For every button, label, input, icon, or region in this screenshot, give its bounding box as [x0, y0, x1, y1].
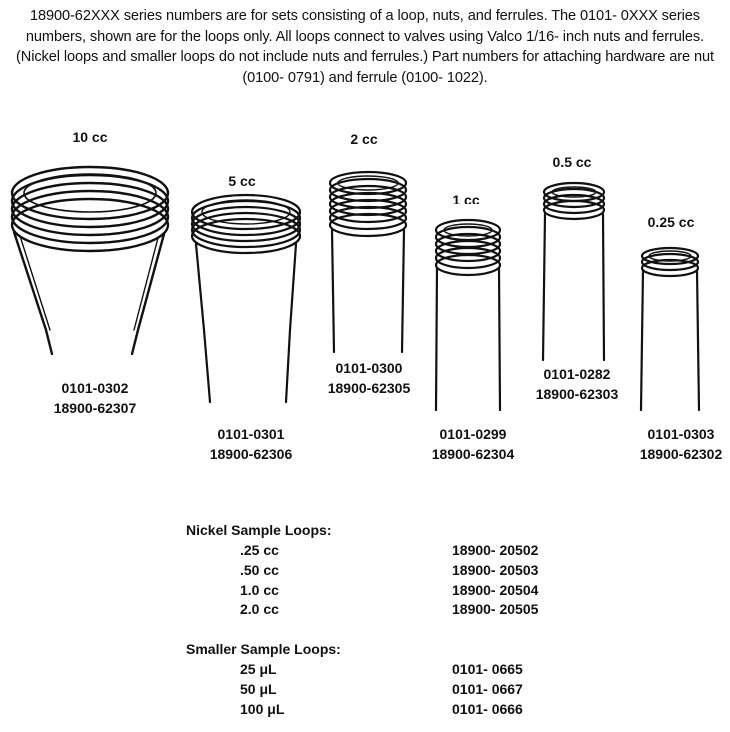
- table-row-part: 18900- 20504: [452, 582, 539, 598]
- loop-0.5cc-icon: [543, 183, 604, 360]
- loop-set-part-number: 18900-62303: [535, 386, 619, 402]
- loop-part-number: 0101-0299: [439, 426, 507, 442]
- table-row-part: 0101- 0665: [452, 661, 523, 677]
- table-row-part: 18900- 20502: [452, 542, 539, 558]
- loop-2cc-icon: [330, 172, 406, 352]
- loop-volume-label: 10 cc: [72, 129, 108, 145]
- loop-part-number: 0101-0301: [217, 426, 285, 442]
- intro-paragraph: 18900-62XXX series numbers are for sets consisting of a loop, nuts, and ferrules. The 0101- 0XXX series numbers, shown are for the loops only. All loops connect to valves using Valco 1/16- inch nuts and ferrules. (Nickel loops and smaller loops do not include nuts and ferrules.) Part numbers for attaching hardware are nut (0100- 0791) and ferrule (0100- 1022).: [16, 8, 714, 86]
- loop-volume-label: 0.25 cc: [647, 214, 695, 230]
- loop-volume-label: 1 cc: [452, 192, 480, 204]
- loop-set-part-number: 18900-62305: [327, 380, 411, 396]
- loop-set-part-number: 18900-62302: [639, 446, 723, 462]
- loop-set-part-number: 18900-62306: [209, 446, 293, 462]
- loop-part-number: 0101-0303: [647, 426, 715, 442]
- nickel-loops-title: Nickel Sample Loops:: [186, 522, 332, 538]
- loop-1cc-icon: [436, 220, 500, 410]
- table-row-size: .25 cc: [240, 542, 279, 558]
- loop-0.25cc-icon: [641, 248, 699, 410]
- table-row-size: 100 μL: [240, 701, 285, 717]
- loop-part-number: 0101-0300: [335, 360, 403, 376]
- table-row-size: .50 cc: [240, 562, 279, 578]
- loop-set-part-number: 18900-62307: [53, 400, 137, 416]
- table-row-part: 0101- 0667: [452, 681, 523, 697]
- loop-part-number: 0101-0282: [543, 366, 611, 382]
- table-row-size: 50 μL: [240, 681, 277, 697]
- table-row-part: 0101- 0666: [452, 701, 523, 717]
- loop-5cc-icon: [192, 195, 300, 402]
- table-row-size: 2.0 cc: [240, 601, 279, 617]
- table-row-size: 1.0 cc: [240, 582, 279, 598]
- smaller-loops-title: Smaller Sample Loops:: [186, 641, 341, 657]
- table-row-part: 18900- 20503: [452, 562, 539, 578]
- loop-volume-label: 0.5 cc: [552, 154, 592, 168]
- loop-volume-label: 2 cc: [350, 131, 378, 147]
- loop-volume-label: 5 cc: [228, 173, 256, 189]
- loop-part-number: 0101-0302: [61, 380, 129, 396]
- table-row-size: 25 μL: [240, 661, 277, 677]
- loop-set-part-number: 18900-62304: [431, 446, 515, 462]
- table-row-part: 18900- 20505: [452, 601, 539, 617]
- loop-10cc-icon: [12, 167, 168, 354]
